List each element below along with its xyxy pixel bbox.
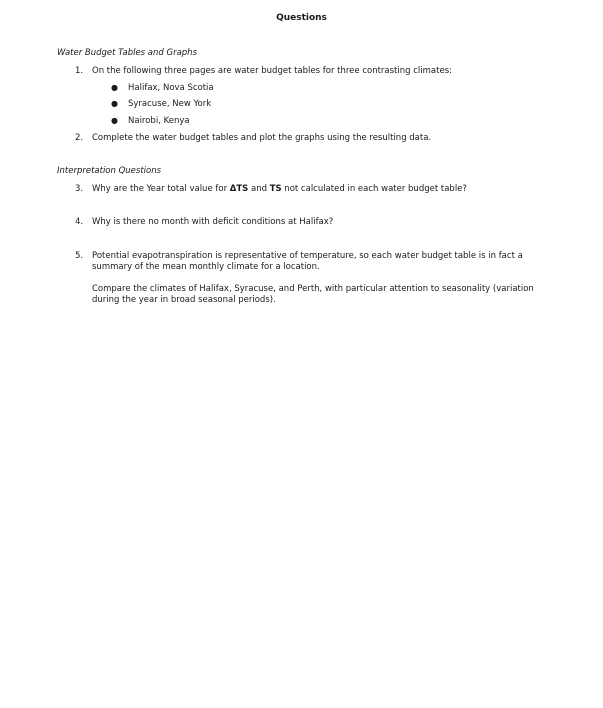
question-text: On the following three pages are water budget tables for three contrasting climates: [92,66,452,76]
bullet-label: Halifax, Nova Scotia [128,83,214,93]
question-number: 2. [75,133,84,143]
term-delta-ts: ΔTS [229,184,249,194]
question-number: 4. [75,217,84,227]
question-2 [75,133,563,144]
question-4 [75,217,563,228]
question-1 [75,66,563,77]
section-heading-water-budget: Water Budget Tables and Graphs [57,48,198,58]
question-number: 1. [75,66,84,76]
section-heading-interpretation: Interpretation Questions [57,166,162,176]
question-paragraph-2: Compare the climates of Halifax, Syracuse, and Perth, with particular attention to seasonality (variation during the year in broad seasonal periods). [92,284,534,305]
term-ts: TS [269,184,282,194]
question-number: 3. [75,184,84,194]
question-paragraph-1: Potential evapotranspiration is representative of temperature, so each water budget table is in fact a summary of the mean monthly climate for a location. [92,251,523,272]
question-3 [75,184,563,195]
question-number: 5. [75,251,84,261]
question-text: Complete the water budget tables and plot the graphs using the resulting data. [92,133,432,143]
question-text: Why is there no month with deficit conditions at Halifax? [92,217,334,227]
question-text: Why are the Year total value for ΔTS and TS not calculated in each water budget table? [92,184,467,194]
bullet-icon: ● [111,99,118,108]
bullet-label: Nairobi, Kenya [128,116,190,126]
bullet-icon: ● [111,83,118,92]
page-title: Questions [276,13,327,23]
question-5 [75,251,563,306]
bullet-icon: ● [111,116,118,125]
bullet-label: Syracuse, New York [128,99,212,109]
